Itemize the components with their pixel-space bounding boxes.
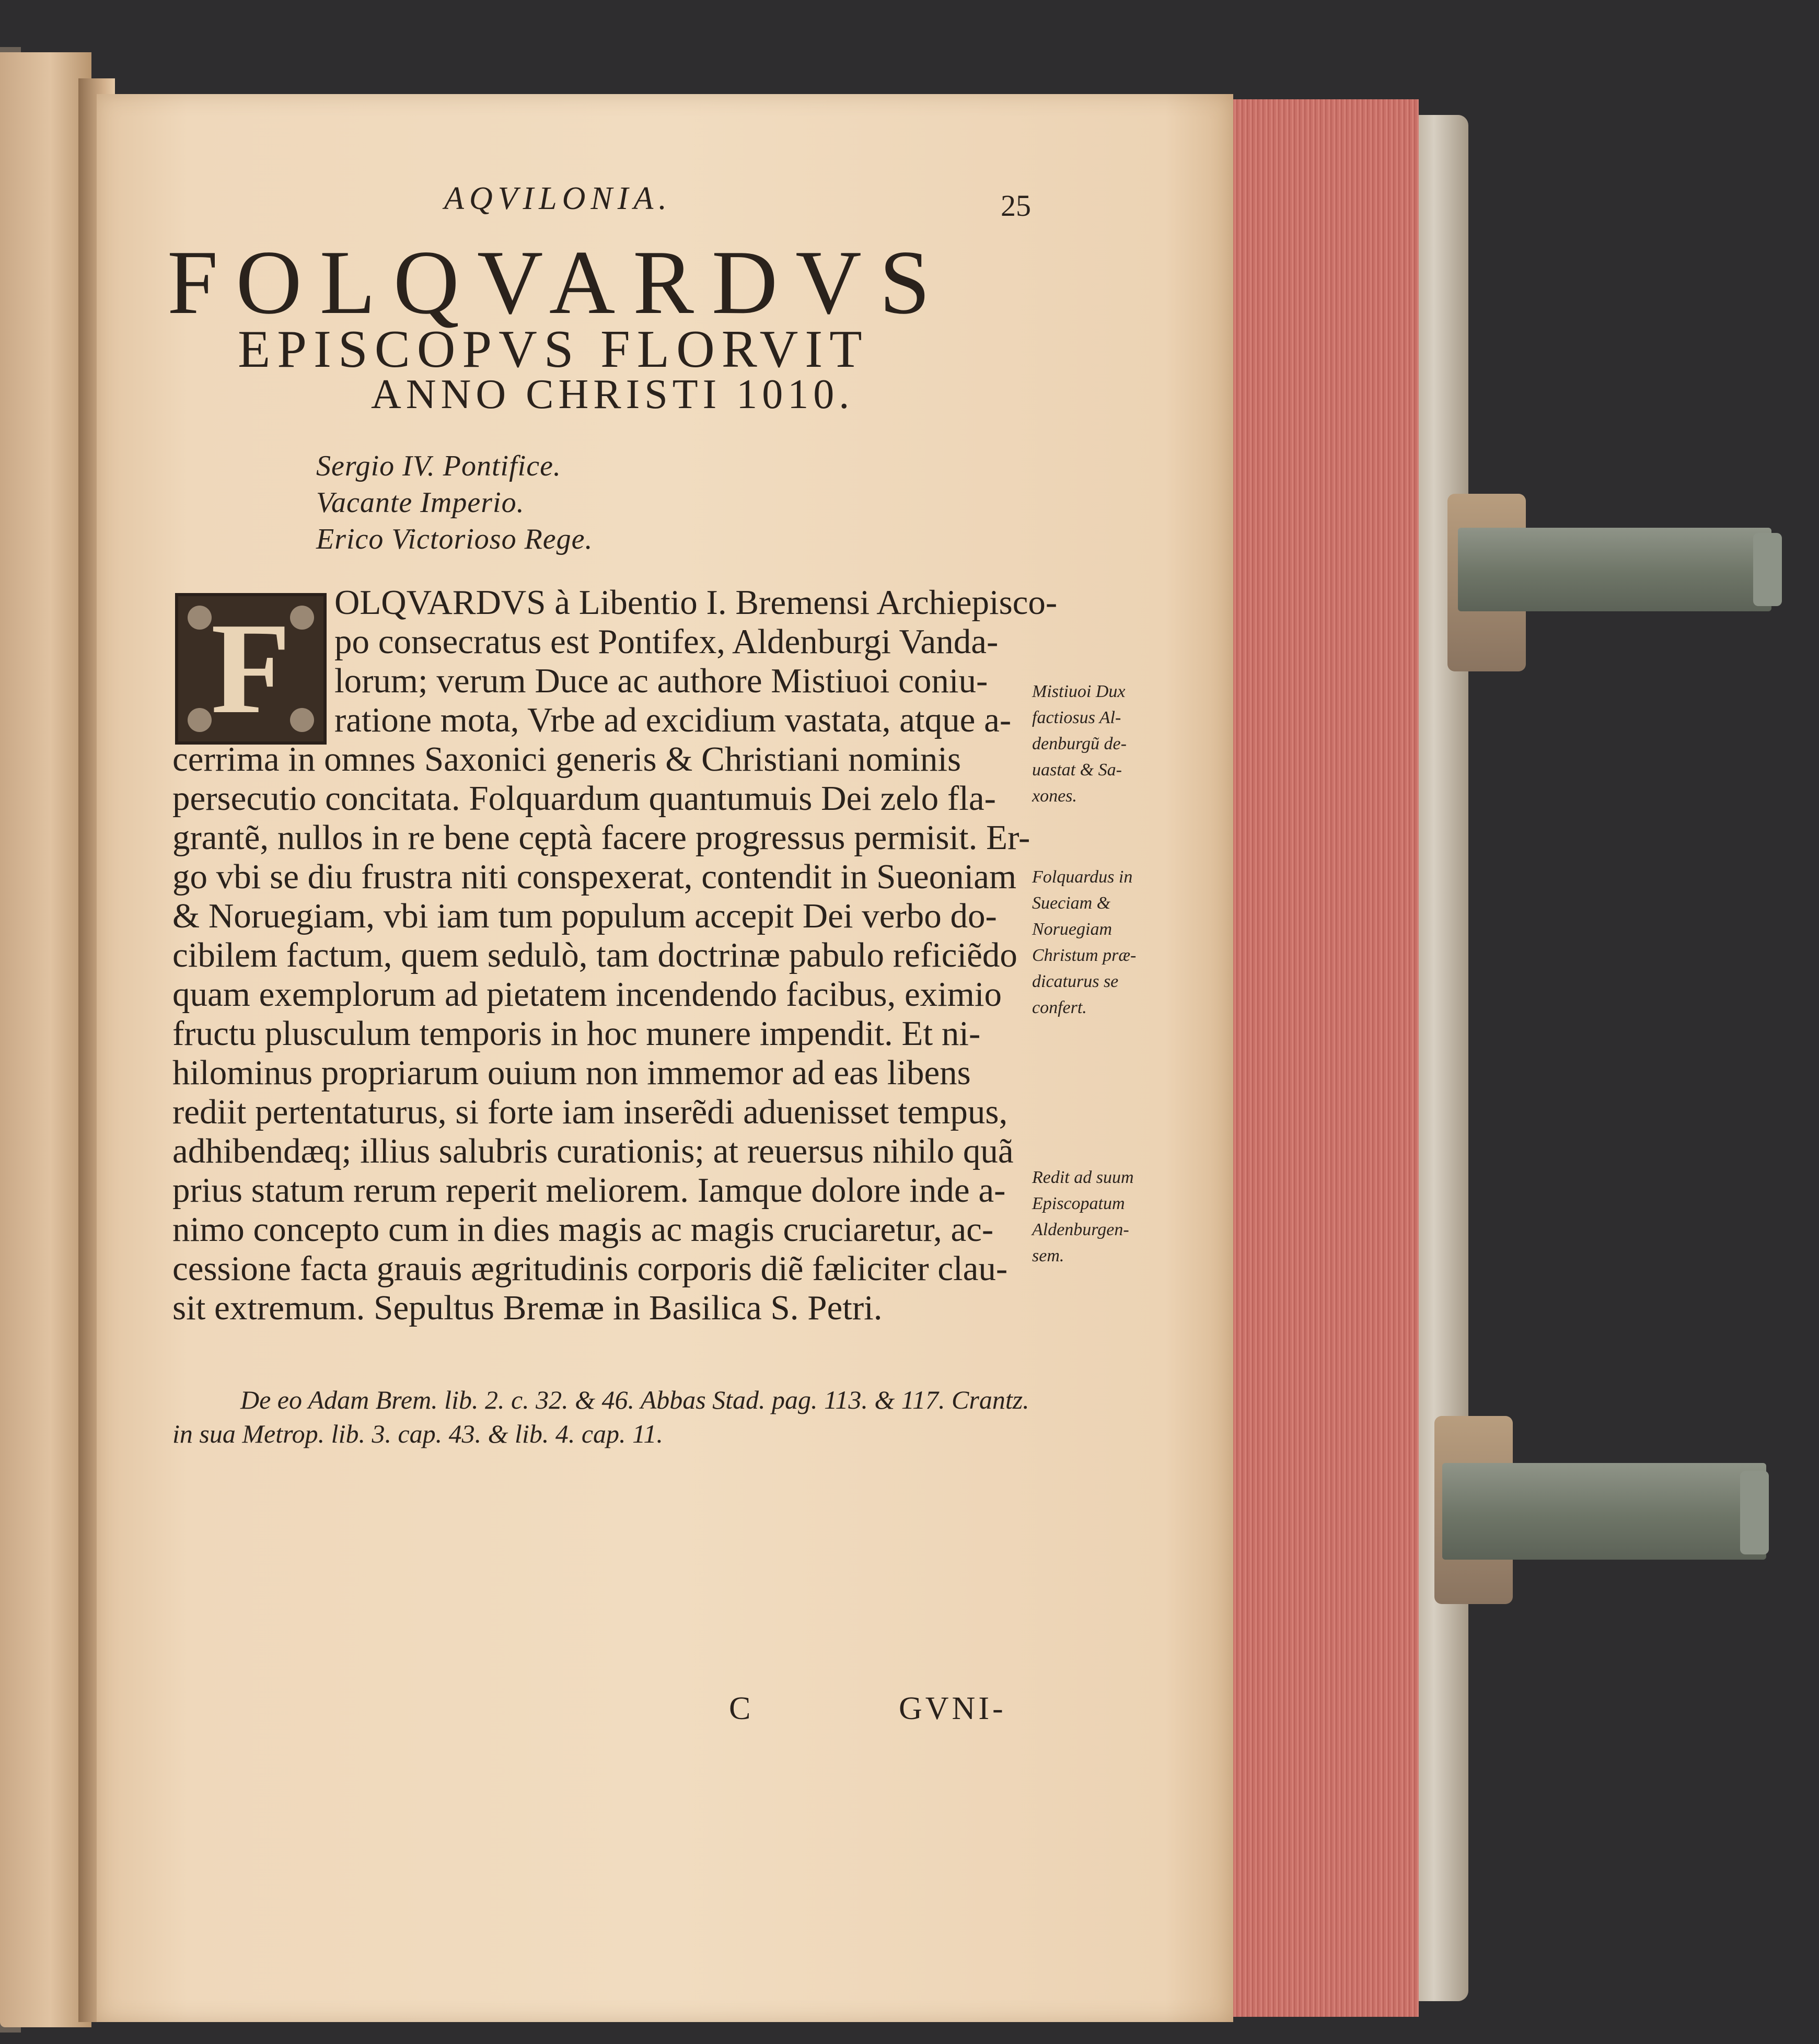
decorated-initial <box>175 593 327 745</box>
marginal-note-line: Christum præ- <box>1032 946 1137 965</box>
body-line: ratione mota, Vrbe ad excidium vastata, atque a- <box>334 701 1012 739</box>
body-line: cibilem factum, quem sedulò, tam doctrinæ pabulo reficiẽdo <box>172 936 1017 974</box>
dating-pope: Sergio IV. Pontifice. <box>316 450 561 482</box>
body-line: lorum; verum Duce ac authore Mistiuoi coniu- <box>334 661 988 700</box>
body-line: sit extremum. Sepultus Bremæ in Basilica S. Petri. <box>172 1288 883 1327</box>
running-head: AQVILONIA. <box>444 181 672 216</box>
book-cover-edge <box>1411 115 1468 2001</box>
body-line: hilominus propriarum ouium non immemor ad eas libens <box>172 1053 971 1092</box>
clasp-pin-bottom <box>1740 1471 1769 1554</box>
body-line: go vbi se diu frustra niti conspexerat, contendit in Sueoniam <box>172 857 1017 896</box>
title-line-3: ANNO CHRISTI 1010. <box>371 371 854 417</box>
initial-letter: F <box>211 596 291 741</box>
signature-mark: C <box>729 1691 751 1726</box>
marginal-note-line: xones. <box>1032 786 1077 806</box>
clasp-strap-top <box>1458 528 1771 611</box>
clasp-pin-top <box>1753 533 1782 606</box>
marginal-note-line: uastat & Sa- <box>1032 760 1122 780</box>
marginal-note-line: dicaturus se <box>1032 972 1119 991</box>
dating-king: Erico Victorioso Rege. <box>316 523 593 555</box>
body-line: cessione facta grauis ægritudinis corporis diẽ fæliciter clau- <box>172 1249 1008 1288</box>
body-line: grantẽ, nullos in re bene cęptà facere progressus permisit. Er- <box>172 818 1030 857</box>
body-line: po consecratus est Pontifex, Aldenburgi Vanda- <box>334 622 999 661</box>
body-line: fructu plusculum temporis in hoc munere impendit. Et ni- <box>172 1014 981 1053</box>
marginal-note-line: denburgũ de- <box>1032 734 1127 753</box>
page-number: 25 <box>1001 189 1031 223</box>
catchword: GVNI- <box>899 1691 1006 1726</box>
marginal-note-line: Sueciam & <box>1032 893 1111 913</box>
clasp-strap-bottom <box>1442 1463 1766 1560</box>
body-line: adhibendæq; illius salubris curationis; at reuersus nihilo quã <box>172 1132 1014 1170</box>
footnote-line: in sua Metrop. lib. 3. cap. 43. & lib. 4. cap. 11. <box>172 1419 663 1448</box>
previous-page <box>0 52 91 2027</box>
marginal-note-line: Aldenburgen- <box>1032 1220 1129 1239</box>
body-line: & Noruegiam, vbi iam tum populum accepit Dei verbo do- <box>172 897 997 935</box>
title-line-2: EPISCOPVS FLORVIT <box>238 320 869 379</box>
body-line: OLQVARDVS à Libentio I. Bremensi Archiepisco- <box>334 583 1058 622</box>
body-line: nimo concepto cum in dies magis ac magis cruciaretur, ac- <box>172 1210 994 1249</box>
body-line: prius statum rerum reperit meliorem. Iamque dolore inde a- <box>172 1171 1006 1210</box>
marginal-note-line: factiosus Al- <box>1032 708 1121 727</box>
marginal-note-line: Episcopatum <box>1032 1194 1125 1213</box>
body-line: persecutio concitata. Folquardum quantumuis Dei zelo fla- <box>172 779 996 818</box>
marginal-note-line: sem. <box>1032 1246 1064 1265</box>
marginal-note-line: Redit ad suum <box>1032 1168 1134 1187</box>
body-line: quam exemplorum ad pietatem incendendo facibus, eximio <box>172 975 1002 1014</box>
marginal-note-line: confert. <box>1032 998 1087 1017</box>
marginal-note-line: Folquardus in <box>1032 867 1133 887</box>
marginal-note-line: Mistiuoi Dux <box>1032 682 1126 701</box>
dating-emperor: Vacante Imperio. <box>316 486 525 519</box>
body-line: cerrima in omnes Saxonici generis & Christiani nominis <box>172 740 961 779</box>
page-block-red-edges <box>1233 99 1419 2017</box>
title-line-1: FOLQVARDVS <box>167 231 948 333</box>
marginal-note-line: Noruegiam <box>1032 920 1112 939</box>
body-line: rediit pertentaturus, si forte iam inserẽdi aduenisset tempus, <box>172 1093 1008 1131</box>
footnote-line: De eo Adam Brem. lib. 2. c. 32. & 46. Abbas Stad. pag. 113. & 117. Crantz. <box>240 1385 1029 1414</box>
